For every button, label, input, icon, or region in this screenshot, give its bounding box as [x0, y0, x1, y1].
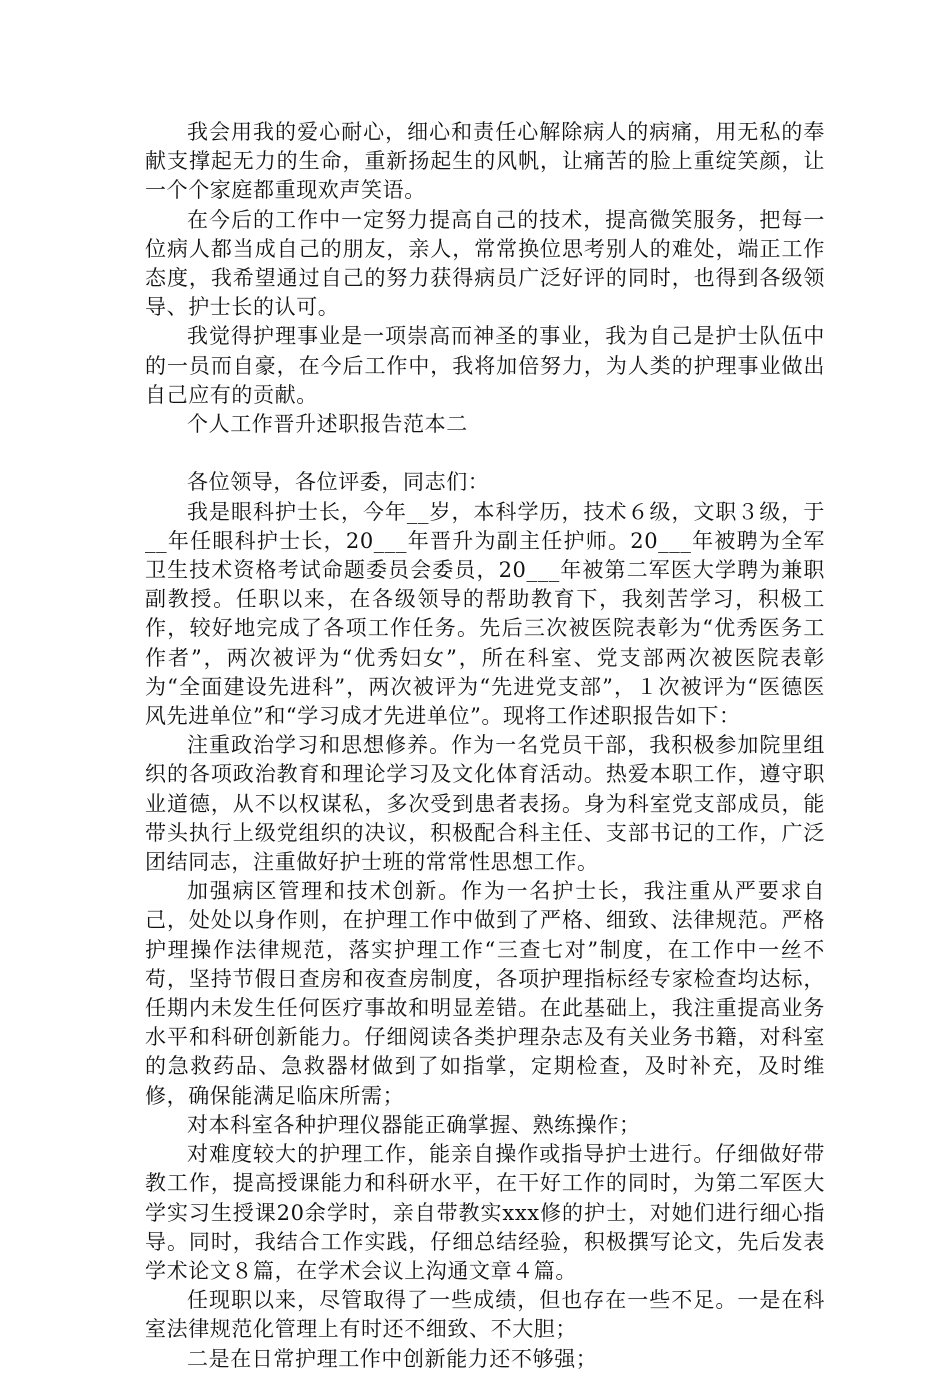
paragraph: 加强病区管理和技术创新。作为一名护士长，我注重从严要求自己，处处以身作则，在护理工作中做到了严格、细致、法律规范。严格护理操作法律规范，落实护理工作“三查七对”制度，在工作中一丝不苟，坚持节假日查房和夜查房制度，各项护理指标经专家检查均达标，任期内未发生任何医疗事故和明显差错。在此基础上，我注重提高业务水平和科研创新能力。仔细阅读各类护理杂志及有关业务书籍，对科室的急救药品、急救器材做到了如指掌，定期检查，及时补充，及时维修，确保能满足临床所需；: [145, 879, 825, 1108]
document-body: [145, 118, 825, 1374]
section-title: 个人工作晋升述职报告范本二: [187, 412, 468, 437]
paragraph: 我会用我的爱心耐心，细心和责任心解除病人的病痛，用无私的奉献支撑起无力的生命，重新扬起生的风帆，让痛苦的脸上重绽笑颜，让一个个家庭都重现欢声笑语。: [145, 120, 825, 203]
paragraph: 注重政治学习和思想修养。作为一名党员干部，我积极参加院里组织的各项政治教育和理论学习及文化体育活动。热爱本职工作，遵守职业道德，从不以权谋私，多次受到患者表扬。身为科室党支部成员，能带头执行上级党组织的决议，积极配合科主任、支部书记的工作，广泛团结同志，注重做好护士班的常常性思想工作。: [145, 733, 825, 875]
salutation: 各位领导，各位评委，同志们：: [187, 470, 490, 495]
paragraph: 在今后的工作中一定努力提高自己的技术，提高微笑服务，把每一位病人都当成自己的朋友，亲人，常常换位思考别人的难处，端正工作态度，我希望通过自己的努力获得病员广泛好评的同时，也得到各级领导、护士长的认可。: [145, 207, 825, 320]
paragraph: 对本科室各种护理仪器能正确掌握、熟练操作；: [187, 1112, 641, 1137]
paragraph: 我觉得护理事业是一项崇高而神圣的事业，我为自己是护士队伍中的一员而自豪，在今后工作中，我将加倍努力，为人类的护理事业做出自己应有的贡献。: [145, 324, 825, 407]
paragraph: 二是在日常护理工作中创新能力还不够强；: [187, 1346, 598, 1371]
paragraph: 任现职以来，尽管取得了一些成绩，但也存在一些不足。一是在科室法律规范化管理上有时还不细致、不大胆；: [145, 1288, 825, 1342]
blank-line: [145, 439, 825, 468]
paragraph: 我是眼科护士长，今年__岁，本科学历，技术６级，文职３级，于__年任眼科护士长，20___年晋升为副主任护师。20___年被聘为全军卫生技术资格考试命题委员会委员，20___年被第二军医大学聘为兼职副教授。任职以来，在各级领导的帮助教育下，我刻苦学习，积极工作，较好地完成了各项工作任务。先后三次被医院表彰为“优秀医务工作者”，两次被评为“优秀妇女”，所在科室、党支部两次被医院表彰为“全面建设先进科”，两次被评为“先进党支部”，１次被评为“医德医风先进单位”和“学习成才先进单位”。现将工作述职报告如下：: [145, 499, 825, 729]
paragraph: 对难度较大的护理工作，能亲自操作或指导护士进行。仔细做好带教工作，提高授课能力和科研水平，在干好工作的同时，为第二军医大学实习生授课20余学时，亲自带教实xxx修的护士，对她们进行细心指导。同时，我结合工作实践，仔细总结经验，积极撰写论文，先后发表学术论文８篇，在学术会议上沟通文章４篇。: [145, 1142, 825, 1283]
